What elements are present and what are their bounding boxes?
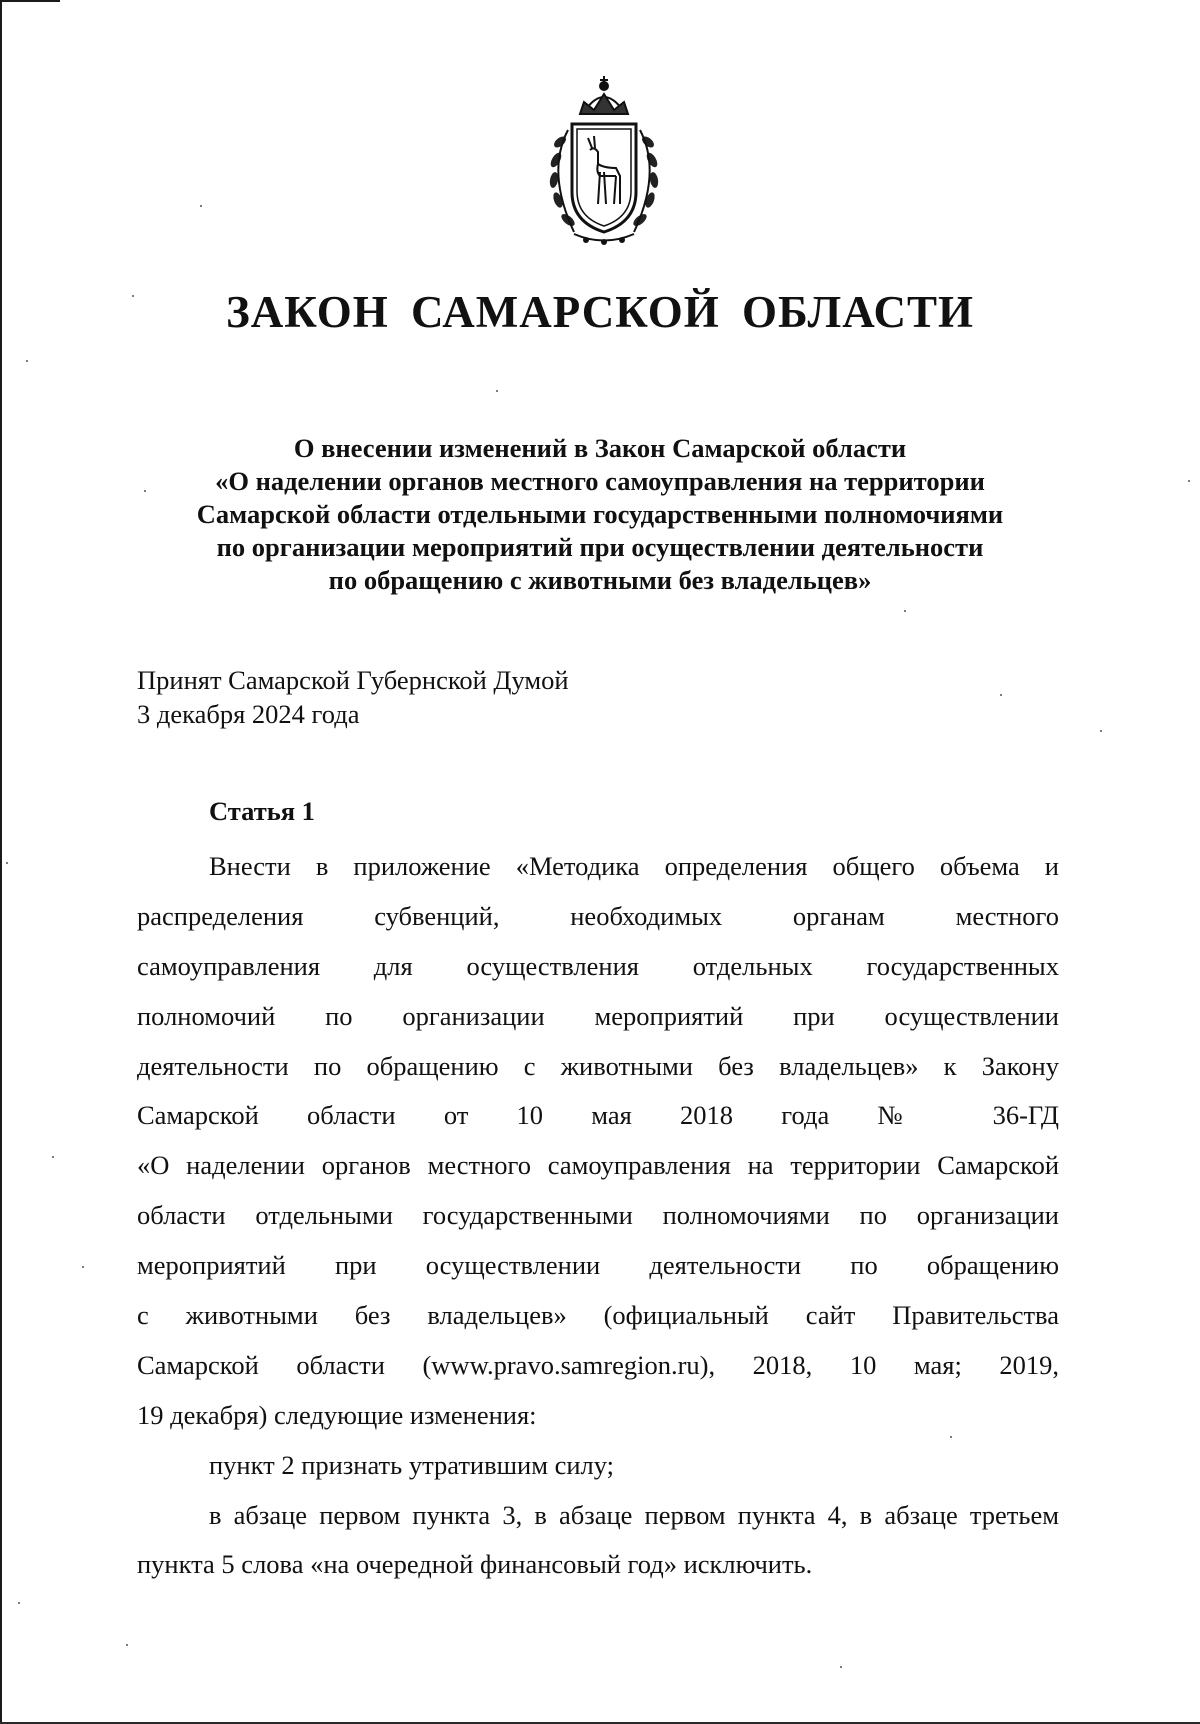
- scan-speck: [144, 490, 146, 492]
- scan-speck: [200, 205, 202, 207]
- scan-speck: [950, 1436, 952, 1438]
- paragraph-line: «О наделении органов местного самоуправления на территории Самарской: [137, 1150, 1059, 1181]
- scan-speck: [132, 295, 134, 297]
- subtitle-line: «О наделении органов местного самоуправления на территории: [215, 466, 985, 496]
- paragraph-line: распределения субвенций, необходимых органам местного: [137, 900, 1059, 931]
- scan-speck: [1000, 694, 1002, 696]
- paragraph-line: области отдельными государственными полномочиями по организации: [137, 1200, 1059, 1231]
- document-title: ЗАКОН САМАРСКОЙ ОБЛАСТИ: [226, 287, 974, 337]
- scan-speck: [82, 1266, 84, 1268]
- coat-of-arms-icon: [524, 72, 684, 252]
- article-heading: Статья 1: [209, 796, 315, 826]
- paragraph-line: Самарской области от 10 мая 2018 года № 36-ГД: [137, 1100, 1059, 1131]
- article-body: [137, 842, 1059, 1590]
- paragraph-line: мероприятий при осуществлении деятельности по обращению: [137, 1250, 1059, 1281]
- scan-speck: [52, 1156, 54, 1158]
- paragraph-line: полномочий по организации мероприятий при осуществлении: [137, 1000, 1059, 1031]
- paragraph-line: пункт 2 признать утратившим силу;: [209, 1449, 615, 1480]
- scan-speck: [26, 360, 28, 362]
- adopted-date: 3 декабря 2024 года: [137, 699, 360, 729]
- scan-speck: [840, 1666, 842, 1668]
- scan-speck: [1100, 730, 1102, 732]
- scan-speck: [6, 862, 8, 864]
- subtitle-line: по организации мероприятий при осуществлении деятельности: [216, 532, 984, 562]
- scan-speck: [126, 1644, 128, 1646]
- paragraph-line: Самарской области (www.pravo.samregion.ru), 2018, 10 мая; 2019,: [137, 1349, 1059, 1380]
- subtitle-line: по обращению с животными без владельцев»: [328, 565, 872, 595]
- scan-speck: [18, 1602, 20, 1604]
- scan-speck: [1188, 480, 1190, 482]
- subtitle-line: Самарской области отдельными государственными полномочиями: [196, 499, 1004, 529]
- paragraph-line: с животными без владельцев» (официальный сайт Правительства: [137, 1300, 1059, 1331]
- scan-edge: [0, 0, 2, 1724]
- paragraph-line: Внести в приложение «Методика определения общего объема и: [209, 851, 1059, 881]
- paragraph-line: 19 декабря) следующие изменения:: [137, 1399, 537, 1430]
- paragraph-line: самоуправления для осуществления отдельных государственных: [137, 950, 1059, 981]
- subtitle-line: О внесении изменений в Закон Самарской области: [293, 433, 907, 463]
- scan-edge: [0, 0, 60, 2]
- scan-speck: [496, 390, 498, 392]
- law-subtitle: [100, 432, 1100, 597]
- scan-speck: [904, 610, 906, 612]
- adoption-info: [137, 663, 569, 731]
- paragraph-line: деятельности по обращению с животными без владельцев» к Закону: [137, 1050, 1059, 1081]
- adopted-by: Принят Самарской Губернской Думой: [137, 665, 569, 695]
- paragraph-line: в абзаце первом пункта 3, в абзаце первом пункта 4, в абзаце третьем: [209, 1499, 1059, 1530]
- paragraph-line: пункта 5 слова «на очередной финансовый год» исключить.: [137, 1549, 813, 1580]
